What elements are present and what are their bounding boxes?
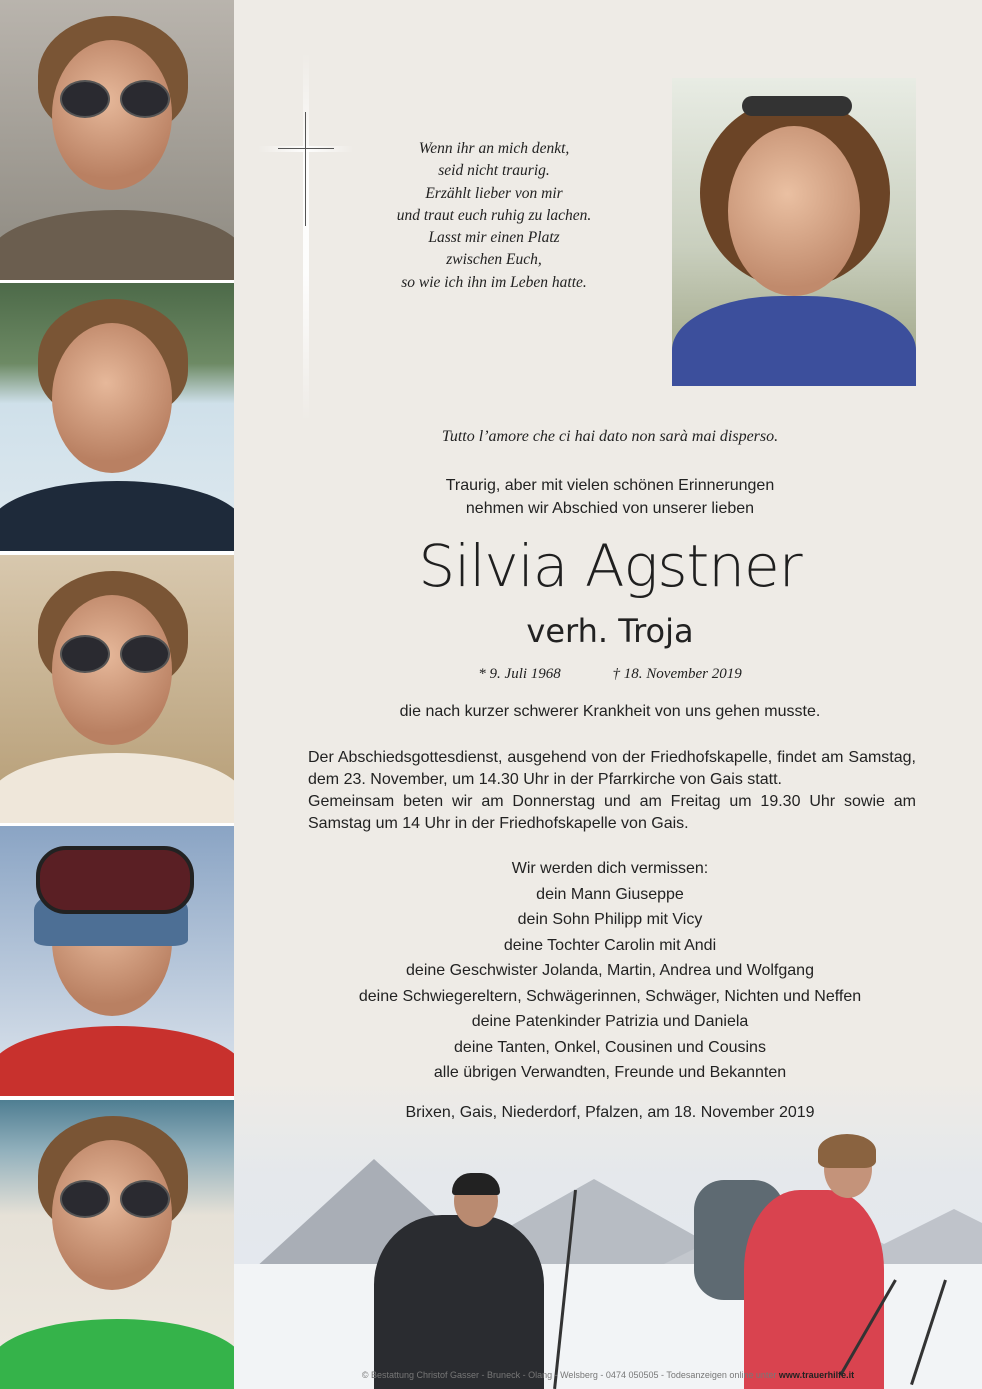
motto: Tutto l’amore che ci hai dato non sarà mai disperso. [441,428,779,445]
footer-text: © Bestattung Christof Gasser - Bruneck - Olang - Welsberg - 0474 050505 - Todesanzeigen online unter [361,1370,777,1380]
death-date: † 18. November 2019 [612,666,742,682]
portrait-photo [672,78,916,386]
photo-wetsuit [0,283,234,551]
family-member: deine Patenkinder Patrizia und Daniela [471,1013,749,1030]
poem-line: zwischen Euch, [446,251,542,269]
family-member: dein Sohn Philipp mit Vicy [517,911,703,928]
family-member: deine Tochter Carolin mit Andi [503,936,717,954]
photo-temple [0,555,234,823]
service-line: Gemeinsam beten wir am Donnerstag und am Freitag um 19.30 Uhr sowie am [308,793,916,810]
poem-line: Erzählt lieber von mir [425,184,563,202]
cross-icon-bar [278,148,334,149]
cross-icon [305,112,306,226]
poem [352,138,636,294]
family-member: deine Geschwister Jolanda, Martin, Andrea und Wolfgang [406,962,814,979]
intro-line: Traurig, aber mit vielen schönen Erinnerungen [445,477,775,494]
family-member: alle übrigen Verwandten, Freunde und Bekannten [433,1064,787,1081]
intro-line: nehmen wir Abschied von unserer lieben [465,500,755,517]
birth-date: * 9. Juli 1968 [478,666,561,682]
cross-glow-horizontal [258,146,354,152]
poem-line: und traut euch ruhig zu lachen. [396,206,592,224]
illness-note: die nach kurzer schwerer Krankheit von uns gehen musste. [399,703,821,720]
ski-tour-photo [234,1080,982,1389]
photo-sunglasses-scarf [0,0,234,280]
family-member: dein Mann Giuseppe [536,885,684,903]
family-member: deine Tanten, Onkel, Cousinen und Cousins [454,1038,766,1056]
poem-line: so wie ich ihn im Leben hatte. [401,273,587,291]
poem-line: Wenn ihr an mich denkt, [418,140,570,157]
footer-link[interactable]: www.trauerhilfe.it [778,1370,855,1380]
footer [234,1370,982,1380]
intro [250,474,970,520]
family-heading: Wir werden dich vermissen: [511,860,709,877]
poem-line: seid nicht traurig. [438,162,550,180]
service-line: Samstag um 14 Uhr in der Friedhofskapelle von Gais. [308,815,689,832]
service-info [308,747,916,835]
place-date: Brixen, Gais, Niederdorf, Pfalzen, am 18. November 2019 [405,1104,815,1121]
deceased-name: Silvia Agstner [418,532,802,600]
photo-ski-goggles [0,826,234,1096]
photo-beach [0,1100,234,1389]
life-dates [250,666,970,683]
photo-strip [0,0,234,1389]
service-line: Der Abschiedsgottesdienst, ausgehend von der Friedhofskapelle, findet am Samstag, [308,749,916,766]
family-list [250,856,970,1086]
married-name: verh. Troja [526,612,694,650]
family-member: deine Schwiegereltern, Schwägerinnen, Schwäger, Nichten und Neffen [358,987,862,1005]
poem-line: Lasst mir einen Platz [428,229,560,247]
cross-glow [303,52,309,422]
service-line: dem 23. November, um 14.30 Uhr in der Pfarrkirche von Gais statt. [308,771,782,788]
